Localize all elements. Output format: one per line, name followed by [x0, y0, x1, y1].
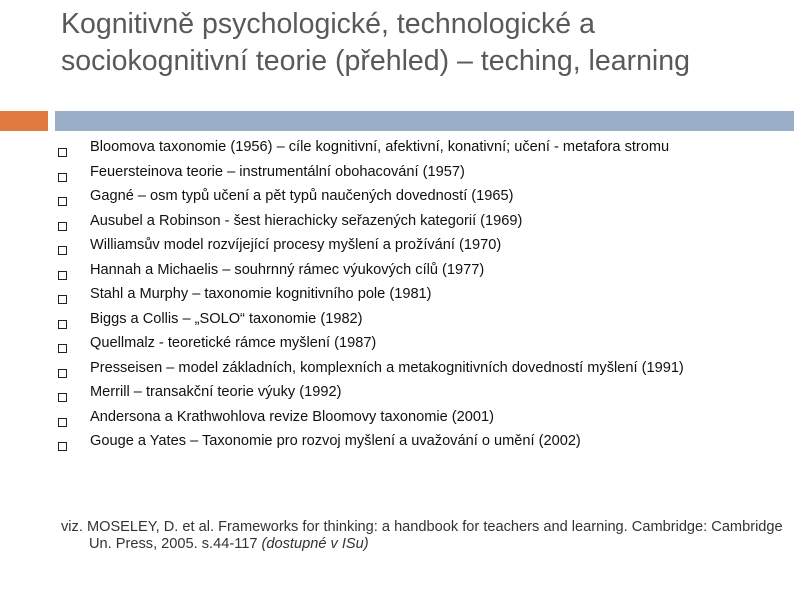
square-bullet-icon — [58, 344, 67, 353]
list-item-text: Andersona a Krathwohlova revize Bloomovy taxonomie (2001) — [90, 408, 494, 425]
square-bullet-icon — [58, 222, 67, 231]
list-item — [58, 214, 758, 230]
list-item-text: Gouge a Yates – Taxonomie pro rozvoj myšlení a uvažování o umění (2002) — [90, 433, 581, 449]
list-item — [58, 336, 758, 352]
list-item — [58, 410, 758, 426]
accent-band-right — [55, 111, 794, 131]
reference-availability: (dostupné v ISu) — [261, 536, 369, 552]
list-item-text: Quellmalz - teoretické rámce myšlení (1987) — [90, 335, 377, 351]
list-item — [58, 263, 758, 279]
list-item-text: Feuersteinova teorie – instrumentální obohacování (1957) — [90, 163, 465, 180]
square-bullet-icon — [58, 246, 67, 255]
list-item — [58, 165, 758, 181]
bullet-list — [58, 140, 758, 459]
square-bullet-icon — [58, 393, 67, 402]
list-item-text: Ausubel a Robinson - šest hierachicky seřazených kategorií (1969) — [90, 212, 523, 229]
list-item-text: Bloomova taxonomie (1956) – cíle kognitivní, afektivní, konativní; učení - metafora stromu — [90, 139, 670, 155]
list-item — [58, 361, 758, 377]
list-item — [58, 140, 758, 156]
list-item-text: Gagné – osm typů učení a pět typů naučených dovedností (1965) — [90, 188, 514, 204]
list-item — [58, 385, 758, 401]
square-bullet-icon — [58, 197, 67, 206]
list-item — [58, 312, 758, 328]
square-bullet-icon — [58, 148, 67, 157]
list-item-text: Merrill – transakční teorie výuky (1992) — [90, 384, 342, 400]
square-bullet-icon — [58, 271, 67, 280]
square-bullet-icon — [58, 369, 67, 378]
list-item-text: Hannah a Michaelis – souhrnný rámec výukových cílů (1977) — [90, 261, 485, 278]
reference-note — [61, 519, 789, 553]
list-item — [58, 238, 758, 254]
square-bullet-icon — [58, 442, 67, 451]
slide-title: Kognitivně psychologické, technologické a sociokognitivní teorie (přehled) – teching, learning — [61, 8, 690, 77]
square-bullet-icon — [58, 418, 67, 427]
reference-text: viz. MOSELEY, D. et al. Frameworks for thinking: a handbook for teachers and learning. Cambridge: Cambridge Un. Press, 2005. s.44-117 — [61, 519, 783, 552]
list-item — [58, 287, 758, 303]
list-item — [58, 434, 758, 450]
list-item-text: Stahl a Murphy – taxonomie kognitivního pole (1981) — [90, 286, 432, 302]
square-bullet-icon — [58, 320, 67, 329]
square-bullet-icon — [58, 173, 67, 182]
list-item — [58, 189, 758, 205]
list-item-text: Presseisen – model základních, komplexních a metakognitivních dovedností myšlení (1991) — [90, 359, 684, 376]
list-item-text: Biggs a Collis – „SOLO“ taxonomie (1982) — [90, 310, 363, 327]
square-bullet-icon — [58, 295, 67, 304]
list-item-text: Williamsův model rozvíjející procesy myšlení a prožívání (1970) — [90, 237, 502, 253]
accent-band-left — [0, 111, 48, 131]
